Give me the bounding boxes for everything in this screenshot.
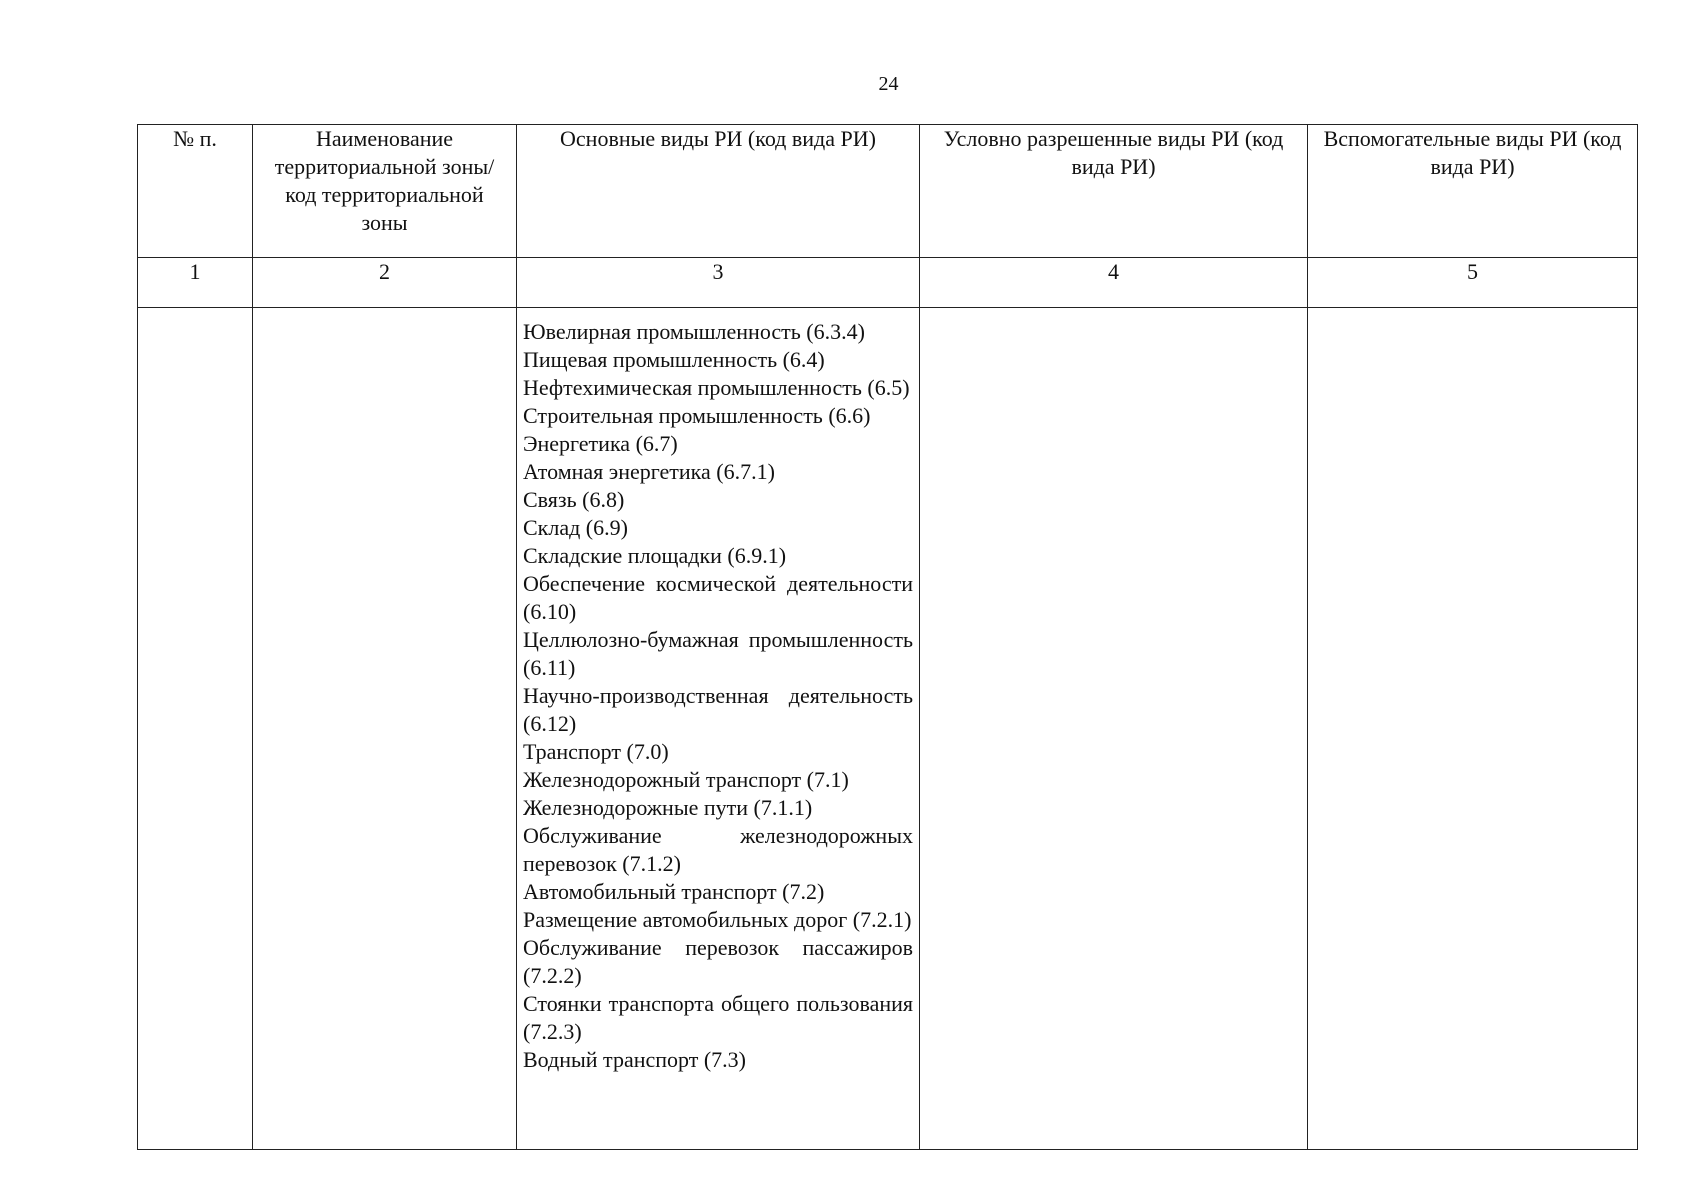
- header-cell-number: [138, 125, 253, 258]
- column-number-4: 4: [920, 258, 1308, 308]
- main-use-entry: Обслуживание железнодорожных перевозок (7.1.2): [523, 823, 913, 876]
- header-cell-auxiliary-uses: [1308, 125, 1638, 258]
- header-auxiliary-uses-label: Вспомогательные виды РИ (код вида РИ): [1323, 126, 1622, 179]
- zoning-table: [137, 124, 1638, 1150]
- page-number: 24: [878, 73, 899, 95]
- main-use-entry: Автомобильный транспорт (7.2): [523, 879, 825, 904]
- zone-name-cell: [253, 308, 517, 1150]
- row-number-cell: [138, 308, 253, 1150]
- main-use-entry: Стоянки транспорта общего пользования (7.2.3): [523, 991, 913, 1044]
- header-zone-name-label: Наименование территориальной зоны/код территориальной зоны: [274, 126, 495, 235]
- header-cell-zone-name: [253, 125, 517, 258]
- main-use-entry: Транспорт (7.0): [523, 739, 669, 764]
- main-use-entry: Целлюлозно-бумажная промышленность (6.11): [523, 627, 913, 680]
- column-number-1: 1: [138, 258, 253, 308]
- column-number-row: [138, 258, 1638, 308]
- main-use-entry: Железнодорожный транспорт (7.1): [523, 767, 849, 792]
- main-use-entry: Ювелирная промышленность (6.3.4): [523, 319, 865, 344]
- main-use-entry: Атомная энергетика (6.7.1): [523, 459, 775, 484]
- main-use-entry: Научно-производственная деятельность (6.12): [523, 683, 913, 736]
- header-main-uses-label: Основные виды РИ (код вида РИ): [560, 126, 876, 151]
- main-use-entry: Связь (6.8): [523, 487, 625, 512]
- main-use-entry: Энергетика (6.7): [523, 431, 678, 456]
- main-use-entry: Обслуживание перевозок пассажиров (7.2.2): [523, 935, 913, 988]
- main-uses-cell: [517, 308, 920, 1150]
- header-row: [138, 125, 1638, 258]
- main-use-entry: Размещение автомобильных дорог (7.2.1): [523, 907, 912, 932]
- main-use-entry: Пищевая промышленность (6.4): [523, 347, 825, 372]
- table-row: [138, 308, 1638, 1150]
- main-use-entry: Железнодорожные пути (7.1.1): [523, 795, 813, 820]
- main-use-entry: Строительная промышленность (6.6): [523, 403, 871, 428]
- main-use-entry: Складские площадки (6.9.1): [523, 543, 787, 568]
- conditional-uses-cell: [920, 308, 1308, 1150]
- main-use-entry: Водный транспорт (7.3): [523, 1047, 746, 1072]
- auxiliary-uses-cell: [1308, 308, 1638, 1150]
- header-cell-main-uses: [517, 125, 920, 258]
- header-conditional-uses-label: Условно разрешенные виды РИ (код вида РИ): [943, 126, 1284, 179]
- header-number-label: № п.: [173, 126, 217, 151]
- header-cell-conditional-uses: [920, 125, 1308, 258]
- column-number-5: 5: [1308, 258, 1638, 308]
- main-use-entry: Склад (6.9): [523, 515, 628, 540]
- main-use-entry: Обеспечение космической деятельности (6.10): [523, 571, 913, 624]
- column-number-3: 3: [517, 258, 920, 308]
- column-number-2: 2: [253, 258, 517, 308]
- main-use-entry: Нефтехимическая промышленность (6.5): [523, 375, 910, 400]
